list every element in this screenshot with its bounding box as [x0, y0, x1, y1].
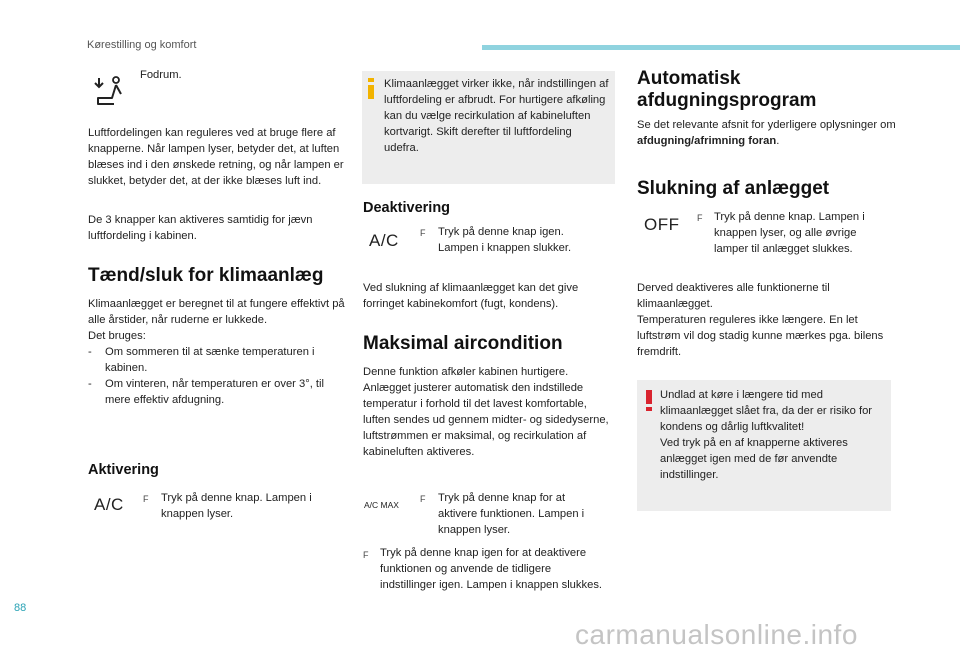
subheading-deaktivering: Deaktivering	[363, 200, 451, 216]
heading-auto-defog-line2: afdugningsprogram	[637, 90, 817, 111]
watermark: carmanualsonline.info	[575, 619, 858, 650]
heading-max-ac: Maksimal aircondition	[363, 333, 563, 354]
paragraph-air-distribution: Luftfordelingen kan reguleres ved at bruge flere af knapperne. Når lampen lyser, betyder det, at luften blæses ind i den ønskede retning, og når lampen er slukket, betyder det, at der ikke blæses luft ind.	[88, 127, 344, 187]
paragraph-defog-ref	[637, 117, 897, 149]
paragraph-off-effects	[637, 280, 887, 360]
heading-system-off: Slukning af anlægget	[637, 178, 830, 199]
list-dash: -	[88, 378, 92, 390]
bullet-arrow-icon: F	[697, 213, 703, 223]
fodrum-label: Fodrum.	[140, 69, 182, 81]
bullet-arrow-icon: F	[363, 550, 369, 560]
off-effects-b: Temperaturen reguleres ikke længere. En let luftstrøm vil dog stadig kunne mærkes pga. bilens fremdrift.	[637, 314, 884, 358]
off-button-label: OFF	[644, 215, 680, 234]
aktivering-text: Tryk på denne knap. Lampen i knappen lyser.	[161, 492, 312, 520]
off-effects-a: Derved deaktiveres alle funktionerne til klimaanlægget.	[637, 282, 830, 310]
heading-auto-defog-line1: Automatisk	[637, 68, 741, 89]
warning-text-a: Undlad at køre i længere tid med klimaanlægget slået fra, da der er risiko for kondens og dårlig luftkvalitet!	[660, 389, 873, 433]
deactivate-max-text: Tryk på denne knap igen for at deaktivere funktionen og anvende de tidligere indstillinger igen. Lampen i knappen slukkes.	[380, 547, 603, 591]
paragraph-max-ac: Denne funktion afkøler kabinen hurtigere. Anlægget justerer automatisk den indstillede temperatur i forhold til det lavest komfortable, luften sendes ud gennem midter- og sidedyserne, luftstrømmen er maksimal, og recirkulation af kabineluften aktiveres.	[363, 366, 609, 458]
list-item-text: Om sommeren til at sænke temperaturen i kabinen.	[105, 346, 315, 374]
warning-text	[660, 387, 885, 483]
warning-icon	[645, 390, 653, 411]
ac-intro-uses: Det bruges:	[88, 330, 146, 342]
info-icon	[367, 78, 375, 99]
paragraph-ac-intro	[88, 296, 346, 408]
acmax-text: Tryk på denne knap for at aktivere funktionen. Lampen i knappen lyser.	[438, 492, 585, 536]
heading-ac-on-off: Tænd/sluk for klimaanlæg	[88, 265, 324, 286]
info-text: Klimaanlægget virker ikke, når indstillingen af luftfordeling er afbrudt. For hurtigere afkøling kan du vælge recirkulation af kabineluften kortvarigt. Skift derefter til luftfordeling udefra.	[384, 78, 609, 154]
paragraph-three-buttons: De 3 knapper kan aktiveres samtidig for jævn luftfordeling i kabinen.	[88, 214, 313, 242]
section-title: Kørestilling og komfort	[87, 39, 197, 51]
defog-ref-text: Se det relevante afsnit for yderligere oplysninger om	[637, 119, 896, 131]
warning-text-b: Ved tryk på en af knapperne aktiveres anlægget igen med de før anvendte indstillinger.	[660, 437, 848, 481]
bullet-arrow-icon: F	[420, 494, 426, 504]
ac-intro-text: Klimaanlægget er beregnet til at fungere effektivt på alle årstider, når ruderne er lukkede.	[88, 298, 345, 326]
list-item-text: Om vinteren, når temperaturen er over 3°, til mere effektiv afdugning.	[105, 378, 324, 406]
defog-ref-end: .	[776, 135, 780, 147]
list-dash: -	[88, 346, 92, 358]
ac-button-label: A/C	[369, 231, 399, 250]
paragraph-comfort-warning: Ved slukning af klimaanlægget kan det give forringet kabinekomfort (fugt, kondens).	[363, 282, 579, 310]
page-number: 88	[14, 602, 27, 614]
defog-ref-link: afdugning/afrimning foran	[637, 135, 777, 147]
ac-button-label: A/C	[94, 495, 124, 514]
list-item	[88, 344, 346, 376]
bullet-arrow-icon: F	[420, 228, 426, 238]
list-item	[88, 376, 346, 408]
deaktivering-text: Tryk på denne knap igen. Lampen i knappen slukker.	[438, 226, 572, 254]
acmax-button-label: A/C MAX	[364, 500, 399, 510]
off-text: Tryk på denne knap. Lampen i knappen lyser, og alle øvrige lamper til anlægget slukkes.	[714, 211, 865, 255]
header-accent-bar	[482, 45, 960, 50]
heading-auto-defog	[637, 68, 907, 112]
subheading-aktivering: Aktivering	[88, 462, 159, 478]
bullet-arrow-icon: F	[143, 494, 149, 504]
footwell-icon	[93, 74, 133, 114]
